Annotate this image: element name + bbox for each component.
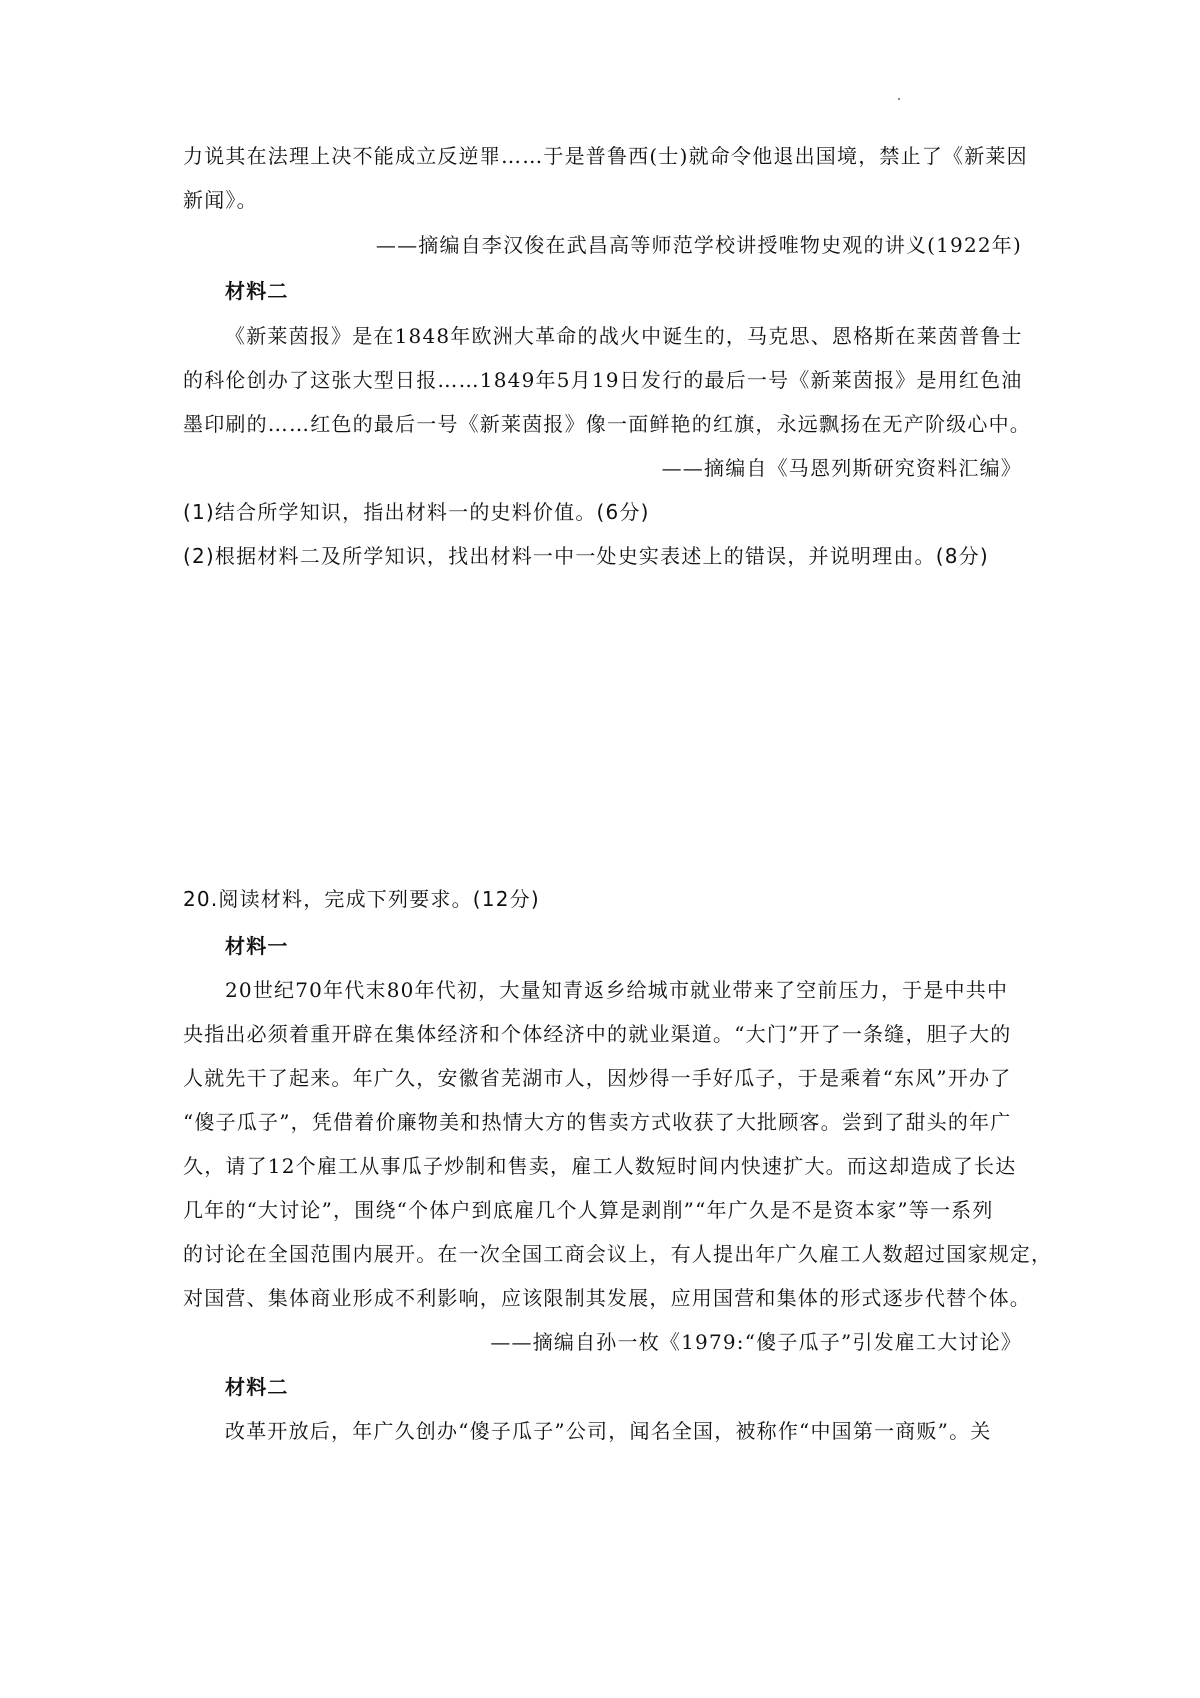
q20-material1-line: 人就先干了起来。年广久，安徽省芜湖市人，因炒得一手好瓜子，于是乘着“东风”开办了 <box>183 1066 1012 1090</box>
scan-speck <box>898 98 900 100</box>
q20-material1-line: 的讨论在全国范围内展开。在一次全国工商会议上，有人提出年广久雇工人数超过国家规定， <box>183 1242 1053 1266</box>
material2-line: 的科伦创办了这张大型日报……1849年5月19日发行的最后一号《新莱茵报》是用红色油 <box>183 368 1023 392</box>
material1-line: 力说其在法理上决不能成立反逆罪……于是普鲁西(士)就命令他退出国境，禁止了《新莱因 <box>183 144 1028 168</box>
question-1: (1)结合所学知识，指出材料一的史料价值。(6分) <box>183 500 650 524</box>
material2-source: ——摘编自《马恩列斯研究资料汇编》 <box>661 456 1022 480</box>
q20-material1-heading: 材料一 <box>225 934 289 958</box>
question-2: (2)根据材料二及所学知识，找出材料一中一处史实表述上的错误，并说明理由。(8分) <box>183 544 989 568</box>
question-20-title: 20.阅读材料，完成下列要求。(12分) <box>183 887 540 911</box>
q20-material1-line: 央指出必须着重开辟在集体经济和个体经济中的就业渠道。“大门”开了一条缝，胆子大的 <box>183 1022 1012 1046</box>
q20-material1-line: 几年的“大讨论”，围绕“个体户到底雇几个人算是剥削”“年广久是不是资本家”等一系列 <box>183 1198 994 1222</box>
q20-material1-line: “傻子瓜子”，凭借着价廉物美和热情大方的售卖方式收获了大批顾客。尝到了甜头的年广 <box>183 1110 1012 1134</box>
material2-heading: 材料二 <box>225 279 289 303</box>
q20-material1-line: 对国营、集体商业形成不利影响，应该限制其发展，应用国营和集体的形式逐步代替个体。 <box>183 1286 1031 1310</box>
material1-source: ——摘编自李汉俊在武昌高等师范学校讲授唯物史观的讲义(1922年) <box>375 233 1022 257</box>
q20-material1-source: ——摘编自孙一枚《1979:“傻子瓜子”引发雇工大讨论》 <box>490 1330 1022 1354</box>
material1-line: 新闻》。 <box>183 188 258 212</box>
material2-line: 《新莱茵报》是在1848年欧洲大革命的战火中诞生的，马克思、恩格斯在莱茵普鲁士 <box>225 324 1023 348</box>
q20-material2-heading: 材料二 <box>225 1375 289 1399</box>
q20-material2-line: 改革开放后，年广久创办“傻子瓜子”公司，闻名全国，被称作“中国第一商贩”。关 <box>225 1419 992 1443</box>
material2-line: 墨印刷的……红色的最后一号《新莱茵报》像一面鲜艳的红旗，永远飘扬在无产阶级心中。 <box>183 412 1031 436</box>
q20-material1-line: 20世纪70年代末80年代初，大量知青返乡给城市就业带来了空前压力，于是中共中 <box>225 978 1009 1002</box>
q20-material1-line: 久，请了12个雇工从事瓜子炒制和售卖，雇工人数短时间内快速扩大。而这却造成了长达 <box>183 1154 1017 1178</box>
